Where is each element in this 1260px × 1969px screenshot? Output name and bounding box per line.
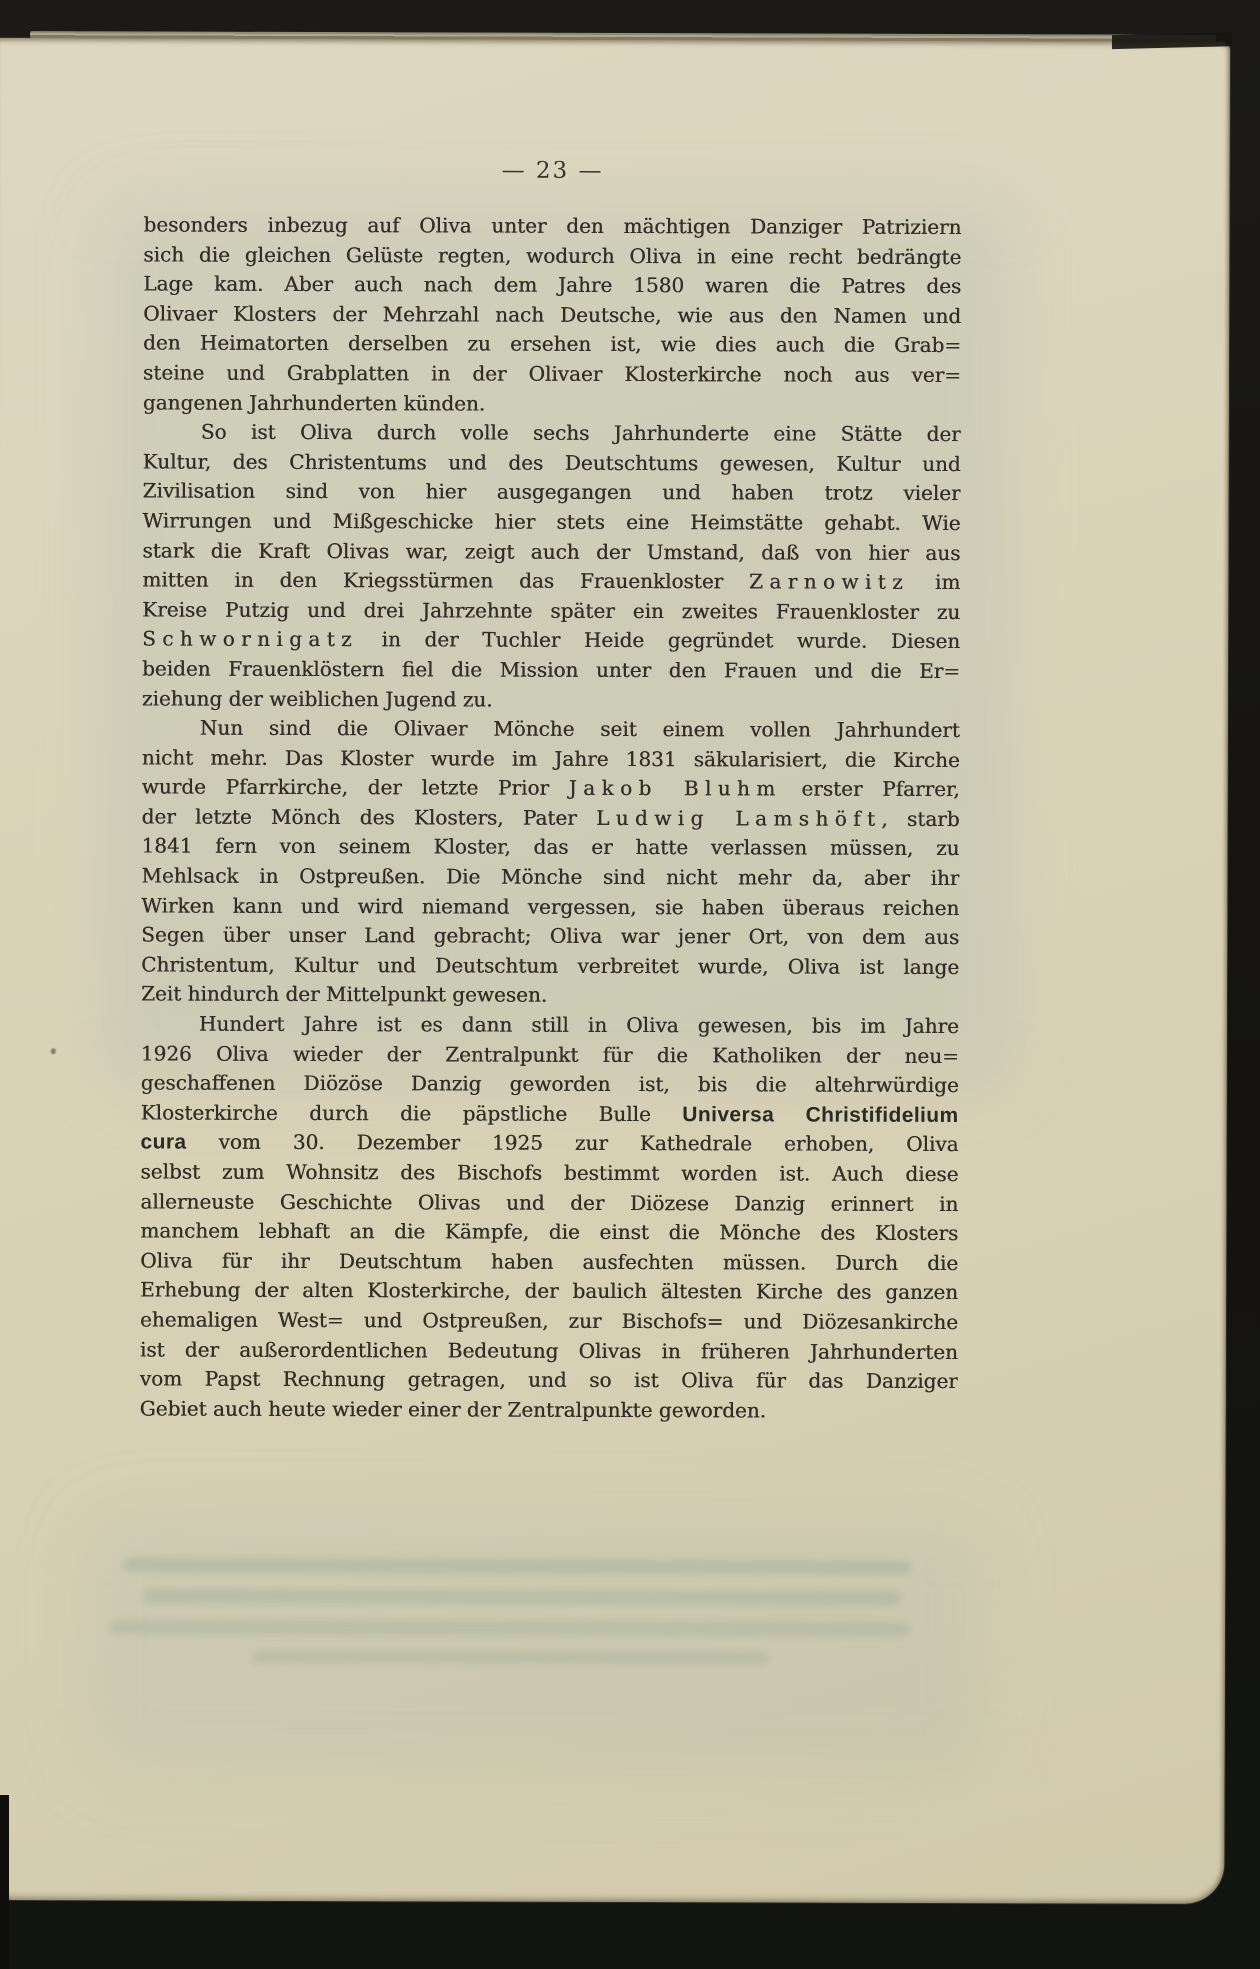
body-text: Gebiet auch heute wieder einer der Zentralpunkte geworden.	[139, 1396, 767, 1423]
text-line	[143, 299, 961, 331]
body-text: stark die Kraft Olivas war, zeigt auch der Umstand, daß von hier aus	[142, 537, 961, 565]
text-line	[140, 1157, 958, 1189]
text-line	[141, 891, 959, 923]
text-line	[143, 210, 961, 242]
body-text: 1841 fern von seinem Kloster, das er hatte verlassen müssen, zu	[141, 833, 960, 861]
body-text: Olivaer Klosters der Mehrzahl nach Deutsche, wie aus den Namen und	[143, 301, 962, 328]
body-text: sich die gleichen Gelüste regten, wodurch Oliva in eine recht bedrängte	[143, 242, 962, 269]
text-line	[141, 921, 959, 953]
text-line	[142, 802, 960, 834]
body-text: gangenen Jahrhunderten künden.	[142, 390, 486, 416]
body-text: Kultur, des Christentums und des Deutschtums gewesen, Kultur und	[142, 449, 961, 476]
paragraph	[142, 418, 961, 717]
body-text: Segen über unser Land gebracht; Oliva war jener Ort, von dem aus	[141, 922, 960, 950]
latin-inline-text: Universa Christifidelium	[682, 1102, 959, 1127]
body-text: vom Papst Rechnung getragen, und so ist Oliva für das Danziger	[139, 1366, 958, 1394]
text-line	[142, 536, 960, 568]
text-line	[143, 418, 961, 450]
body-text: Zivilisation sind von hier ausgegangen und haben trotz vieler	[142, 478, 961, 506]
text-line	[140, 1187, 958, 1219]
page-stack-edges	[30, 31, 1216, 42]
text-line	[142, 625, 960, 657]
body-text: steine und Grabplatten in der Olivaer Klosterkirche noch aus ver=	[142, 360, 961, 388]
text-line	[140, 1305, 958, 1337]
text-line	[142, 684, 960, 716]
text-line	[142, 595, 960, 627]
text-line	[140, 1335, 958, 1367]
body-text: Klosterkirche durch die päpstliche Bulle	[140, 1100, 683, 1126]
body-text: manchem lebhaft an die Kämpfe, die einst die Mönche des Klosters	[140, 1218, 959, 1246]
spaced-name: Zarnowitz	[749, 569, 910, 594]
text-line	[142, 506, 960, 538]
text-line	[143, 358, 961, 390]
scan-tint-overlay-lower	[83, 1516, 989, 1777]
body-text: Lage kam. Aber auch nach dem Jahre 1580 waren die Patres des	[143, 271, 962, 299]
scan-bed-sliver-bottom-left	[0, 1795, 9, 1969]
text-line	[143, 270, 961, 302]
body-text: Hundert Jahre ist es dann still in Oliva gewesen, bis im Jahre	[198, 1011, 959, 1039]
body-text: wurde Pfarrkirche, der letzte Prior	[141, 774, 569, 801]
body-text: den Heimatorten derselben zu ersehen ist, wie dies auch die Grab=	[143, 330, 962, 358]
text-line	[142, 566, 960, 598]
text-line	[141, 1098, 959, 1130]
body-text: 1926 Oliva wieder der Zentralpunkt für die Katholiken der neu=	[140, 1041, 959, 1068]
text-line	[142, 714, 960, 746]
text-line	[143, 388, 961, 420]
spaced-name: Schwornigatz	[142, 626, 359, 652]
body-text: Nun sind die Olivaer Mönche seit einem vollen Jahrhundert	[199, 715, 960, 743]
text-line	[143, 240, 961, 272]
body-text: Erhebung der alten Klosterkirche, der baulich ältesten Kirche des ganzen	[140, 1277, 959, 1305]
latin-inline-text: cura	[140, 1130, 187, 1155]
body-text: mitten in den Kriegsstürmen das Frauenkloster	[142, 567, 750, 594]
body-text: , starb	[881, 806, 960, 831]
text-block	[140, 210, 962, 1426]
body-text: ehemaligen West= und Ostpreußen, zur Bischofs= und Diözesankirche	[139, 1307, 959, 1334]
text-line	[141, 832, 959, 864]
text-line	[141, 980, 959, 1012]
body-text: ziehung der weiblichen Jugend zu.	[141, 685, 493, 712]
text-line	[143, 329, 961, 361]
text-line	[140, 1128, 958, 1160]
body-text: Mehlsack in Ostpreußen. Die Mönche sind nicht mehr da, aber ihr	[141, 863, 960, 891]
body-text: Christentum, Kultur und Deutschtum verbreitet wurde, Oliva ist lange	[141, 952, 960, 979]
text-line	[140, 1394, 958, 1426]
spaced-name: Jakob Bluhm	[568, 776, 782, 801]
text-line	[141, 1069, 959, 1101]
spaced-name: Ludwig Lamshöft	[595, 805, 882, 831]
body-text: allerneuste Geschichte Olivas und der Diözese Danzig erinnert in	[140, 1189, 959, 1216]
body-text: Zeit hindurch der Mittelpunkt gewesen.	[140, 981, 548, 1008]
body-text: Wirken kann und wird niemand vergessen, sie haben überaus reichen	[141, 893, 960, 920]
text-line	[142, 743, 960, 775]
body-text: beiden Frauenklöstern fiel die Mission unter den Frauen und die Er=	[141, 656, 961, 683]
body-text: vom 30. Dezember 1925 zur Kathedrale erhoben, Oliva	[186, 1130, 959, 1157]
text-line	[141, 1039, 959, 1071]
body-text: geschaffenen Diözöse Danzig geworden ist, bis die altehrwürdige	[140, 1070, 959, 1098]
body-text: Oliva für ihr Deutschtum haben ausfechten müssen. Durch die	[140, 1248, 959, 1275]
text-line	[141, 1009, 959, 1041]
text-line	[141, 950, 959, 982]
text-line	[141, 862, 959, 894]
paragraph	[140, 1009, 959, 1426]
body-text: selbst zum Wohnsitz des Bischofs bestimmt worden ist. Auch diese	[140, 1159, 959, 1187]
body-text: im	[909, 569, 961, 595]
ink-smudge	[51, 1048, 56, 1054]
text-line	[140, 1276, 958, 1308]
body-text: Kreise Putzig und drei Jahrzehnte später ein zweites Frauenkloster zu	[142, 597, 961, 624]
body-text: erster Pfarrer,	[781, 776, 960, 802]
text-line	[140, 1217, 958, 1249]
book-page	[0, 38, 1230, 1904]
page-number: — 23 —	[501, 157, 604, 184]
text-line	[140, 1246, 958, 1278]
scan-shadow-top-right	[1112, 32, 1232, 49]
text-line	[143, 447, 961, 479]
paragraph	[143, 210, 962, 420]
body-text: besonders inbezug auf Oliva unter den mächtigen Danziger Patriziern	[143, 212, 962, 240]
body-text: So ist Oliva durch volle sechs Jahrhunderte eine Stätte der	[200, 419, 961, 447]
body-text: Wirrungen und Mißgeschicke hier stets eine Heimstätte gehabt. Wie	[142, 508, 961, 535]
text-line	[140, 1365, 958, 1397]
text-line	[142, 654, 960, 686]
body-text: in der Tuchler Heide gegründet wurde. Diesen	[357, 627, 961, 654]
paragraph	[141, 714, 960, 1013]
text-line	[143, 477, 961, 509]
body-text: nicht mehr. Das Kloster wurde im Jahre 1831 säkularisiert, die Kirche	[141, 745, 960, 772]
body-text: ist der außerordentlichen Bedeutung Olivas in früheren Jahrhunderten	[139, 1337, 958, 1364]
text-line	[142, 773, 960, 805]
body-text: der letzte Mönch des Klosters, Pater	[141, 804, 597, 830]
